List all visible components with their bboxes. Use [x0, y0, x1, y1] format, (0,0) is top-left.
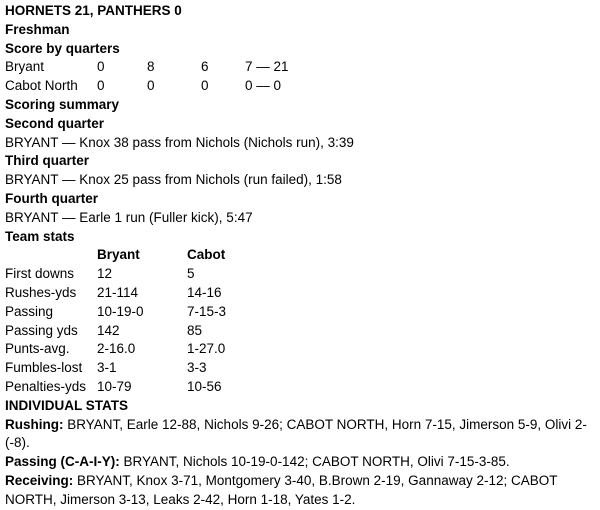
quarter-heading-third: Third quarter — [5, 153, 90, 169]
passing-paragraph — [5, 453, 595, 472]
stat-cabot: 7-15-3 — [187, 303, 227, 319]
quarters-q4-total: 7 — 21 — [245, 59, 289, 75]
stat-label: Rushes-yds — [5, 284, 77, 300]
quarters-q1: 0 — [97, 78, 105, 94]
headline: HORNETS 21, PANTHERS 0 — [5, 3, 182, 18]
stat-cabot: 85 — [187, 322, 203, 338]
scoring-play: BRYANT — Knox 38 pass from Nichols (Nichols run), 3:39 — [5, 134, 354, 150]
team-stats-heading: Team stats — [5, 228, 75, 244]
stat-cabot: 14-16 — [187, 284, 222, 300]
stat-cabot: 10-56 — [187, 378, 222, 394]
team-stats-corner — [5, 246, 97, 265]
team-stats-row — [5, 322, 226, 341]
stat-bryant: 142 — [97, 322, 120, 338]
score-by-quarters-heading: Score by quarters — [5, 40, 120, 56]
quarters-q1: 0 — [97, 59, 105, 75]
passing-label: Passing (C-A-I-Y): — [5, 454, 120, 470]
passing-text: BRYANT, Nichols 10-19-0-142; CABOT NORTH, Olivi 7-15-3-85. — [119, 454, 510, 470]
stat-bryant: 12 — [97, 266, 113, 282]
quarters-q3: 6 — [201, 59, 209, 75]
stat-cabot: 1-27.0 — [187, 341, 226, 357]
stat-cabot: 5 — [187, 266, 195, 282]
stat-bryant: 21-114 — [97, 284, 139, 300]
team-stats-col-cabot: Cabot — [187, 247, 226, 263]
team-stats-row — [5, 284, 226, 303]
team-stats-row — [5, 340, 226, 359]
score-by-quarters-table — [5, 58, 305, 96]
quarters-team: Bryant — [5, 59, 45, 75]
team-stats-row — [5, 359, 226, 378]
quarter-heading-fourth: Fourth quarter — [5, 190, 98, 206]
stat-bryant: 10-79 — [97, 378, 132, 394]
stat-label: Penalties-yds — [5, 378, 87, 394]
stat-label: Passing yds — [5, 322, 78, 338]
scoring-play: BRYANT — Knox 25 pass from Nichols (run failed), 1:58 — [5, 172, 342, 188]
quarters-q2: 0 — [147, 78, 155, 94]
team-stats-header-row — [5, 246, 226, 265]
stat-cabot: 3-3 — [187, 360, 207, 376]
quarters-team: Cabot North — [5, 78, 78, 94]
team-stats-col-bryant: Bryant — [97, 247, 140, 263]
stat-label: Passing — [5, 303, 54, 319]
receiving-paragraph — [5, 472, 595, 510]
team-stats-row — [5, 378, 226, 397]
quarter-heading-second: Second quarter — [5, 115, 105, 131]
stat-label: First downs — [5, 266, 75, 282]
quarters-q2: 8 — [147, 59, 155, 75]
scoring-play: BRYANT — Earle 1 run (Fuller kick), 5:47 — [5, 209, 253, 225]
rushing-text: BRYANT, Earle 12-88, Nichols 9-26; CABOT NORTH, Horn 7-15, Jimerson 5-9, Olivi 2-(-8). — [5, 416, 587, 451]
receiving-label: Receiving: — [5, 472, 74, 488]
team-stats-table — [5, 246, 226, 396]
rushing-paragraph — [5, 416, 595, 454]
stat-label: Fumbles-lost — [5, 360, 83, 376]
stat-bryant: 3-1 — [97, 360, 117, 376]
level-heading: Freshman — [5, 21, 70, 37]
stat-label: Punts-avg. — [5, 341, 70, 357]
team-stats-row — [5, 265, 226, 284]
quarters-q3: 0 — [201, 78, 209, 94]
receiving-text: BRYANT, Knox 3-71, Montgomery 3-40, B.Brown 2-19, Gannaway 2-12; CABOT NORTH, Jimerson 3-13, Leaks 2-42, Horn 1-18, Yates 1-2. — [5, 472, 558, 507]
quarters-row-cabot-north — [5, 77, 305, 96]
quarters-q4-total: 0 — 0 — [245, 78, 282, 94]
quarters-row-bryant — [5, 58, 305, 77]
scoring-summary-heading: Scoring summary — [5, 96, 120, 112]
team-stats-row — [5, 303, 226, 322]
stat-bryant: 2-16.0 — [97, 341, 136, 357]
rushing-label: Rushing: — [5, 416, 64, 432]
individual-stats-heading: INDIVIDUAL STATS — [5, 397, 129, 413]
stat-bryant: 10-19-0 — [97, 303, 144, 319]
